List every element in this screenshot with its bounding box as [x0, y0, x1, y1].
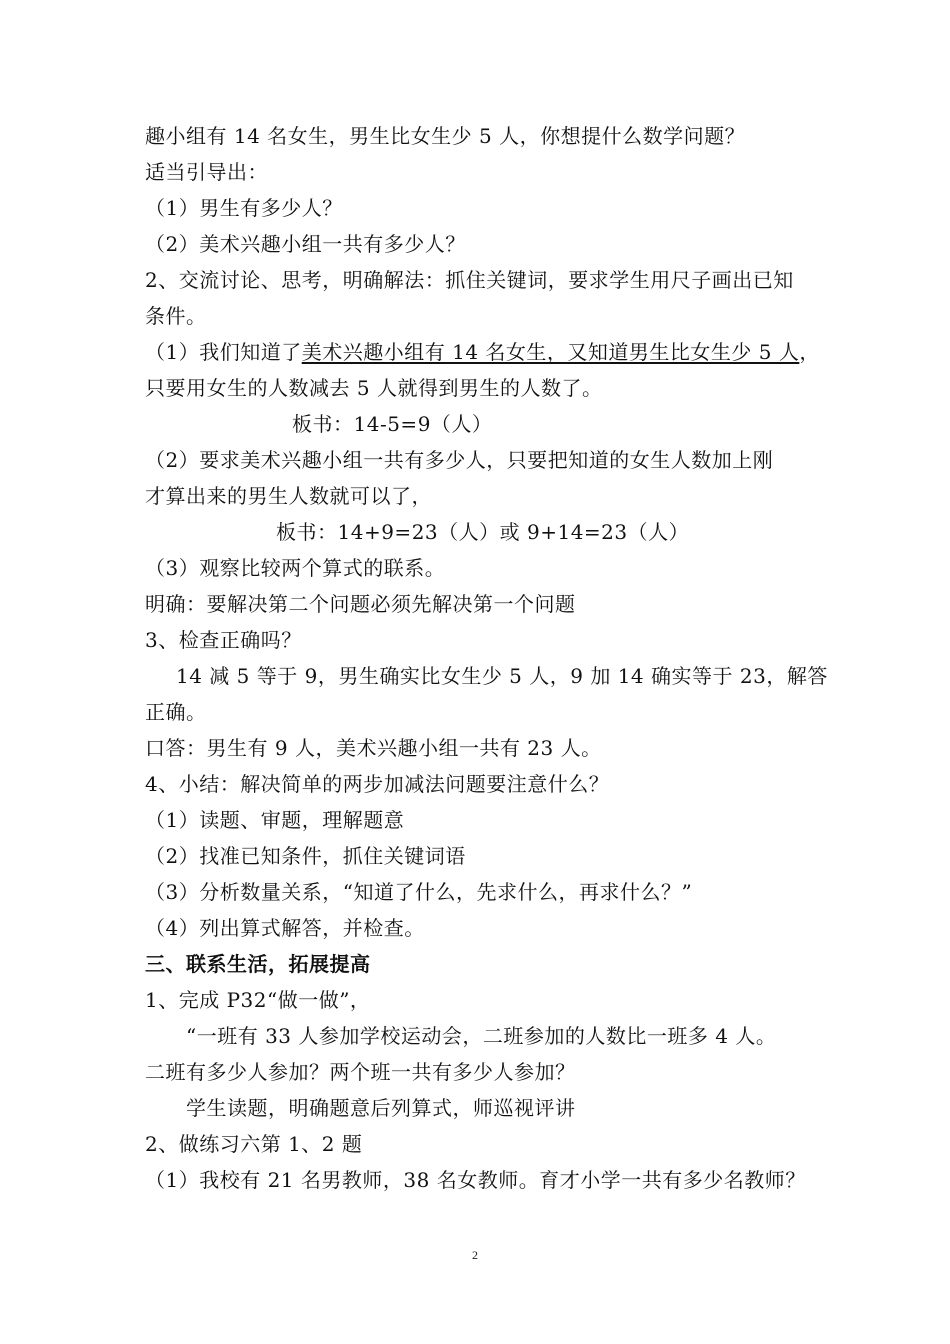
text-line: （2）美术兴趣小组一共有多少人？ — [145, 232, 466, 256]
underlined-known-condition: 美术兴趣小组有 14 名女生，又知道男生比女生少 5 人 — [301, 340, 800, 364]
text-line: 条件。 — [145, 304, 207, 328]
page-number: 2 — [472, 1248, 478, 1262]
text-line: 1、完成 P32“做一做”， — [145, 988, 371, 1012]
text-line: 二班有多少人参加？两个班一共有多少人参加？ — [145, 1060, 576, 1084]
text-line: （2）要求美术兴趣小组一共有多少人，只要把知道的女生人数加上刚 — [145, 448, 774, 472]
text-line: 明确：要解决第二个问题必须先解决第一个问题 — [145, 592, 576, 616]
text-line: 才算出来的男生人数就可以了， — [145, 484, 432, 508]
text-line: （2）找准已知条件，抓住关键词语 — [145, 844, 466, 868]
text-line: 2、做练习六第 1、2 题 — [145, 1132, 363, 1156]
text-line: 3、检查正确吗？ — [145, 628, 302, 652]
text-line: 口答：男生有 9 人，美术兴趣小组一共有 23 人。 — [145, 736, 602, 760]
text-line: 2、交流讨论、思考，明确解法：抓住关键词，要求学生用尺子画出已知 — [145, 268, 794, 292]
text-line: 4、小结：解决简单的两步加减法问题要注意什么？ — [145, 772, 610, 796]
text-line: （3）分析数量关系，“知道了什么，先求什么，再求什么？” — [145, 880, 693, 904]
text-segment: ， — [799, 340, 820, 364]
section-heading: 三、联系生活，拓展提高 — [145, 952, 371, 976]
text-line: （4）列出算式解答，并检查。 — [145, 916, 425, 940]
text-segment: （1）我们知道了 — [145, 340, 302, 364]
board-writing-2: 板书：14+9=23（人）或 9+14=23（人） — [276, 520, 690, 544]
text-line: 只要用女生的人数减去 5 人就得到男生的人数了。 — [145, 376, 603, 400]
text-line: （1）读题、审题，理解题意 — [145, 808, 405, 832]
text-line: 趣小组有 14 名女生，男生比女生少 5 人，你想提什么数学问题？ — [145, 124, 746, 148]
text-line: “一班有 33 人参加学校运动会，二班参加的人数比一班多 4 人。 — [186, 1024, 777, 1048]
text-line: 适当引导出： — [145, 160, 268, 184]
board-writing-1: 板书：14-5=9（人） — [292, 412, 493, 436]
text-line-underlined — [145, 338, 825, 366]
text-line: 14 减 5 等于 9，男生确实比女生少 5 人，9 加 14 确实等于 23，解答 — [176, 664, 828, 688]
text-line: （1）男生有多少人？ — [145, 196, 343, 220]
text-line: 学生读题，明确题意后列算式，师巡视评讲 — [186, 1096, 576, 1120]
text-line: （3）观察比较两个算式的联系。 — [145, 556, 446, 580]
text-line: 正确。 — [145, 700, 207, 724]
text-line: （1）我校有 21 名男教师，38 名女教师。育才小学一共有多少名教师？ — [145, 1168, 806, 1192]
